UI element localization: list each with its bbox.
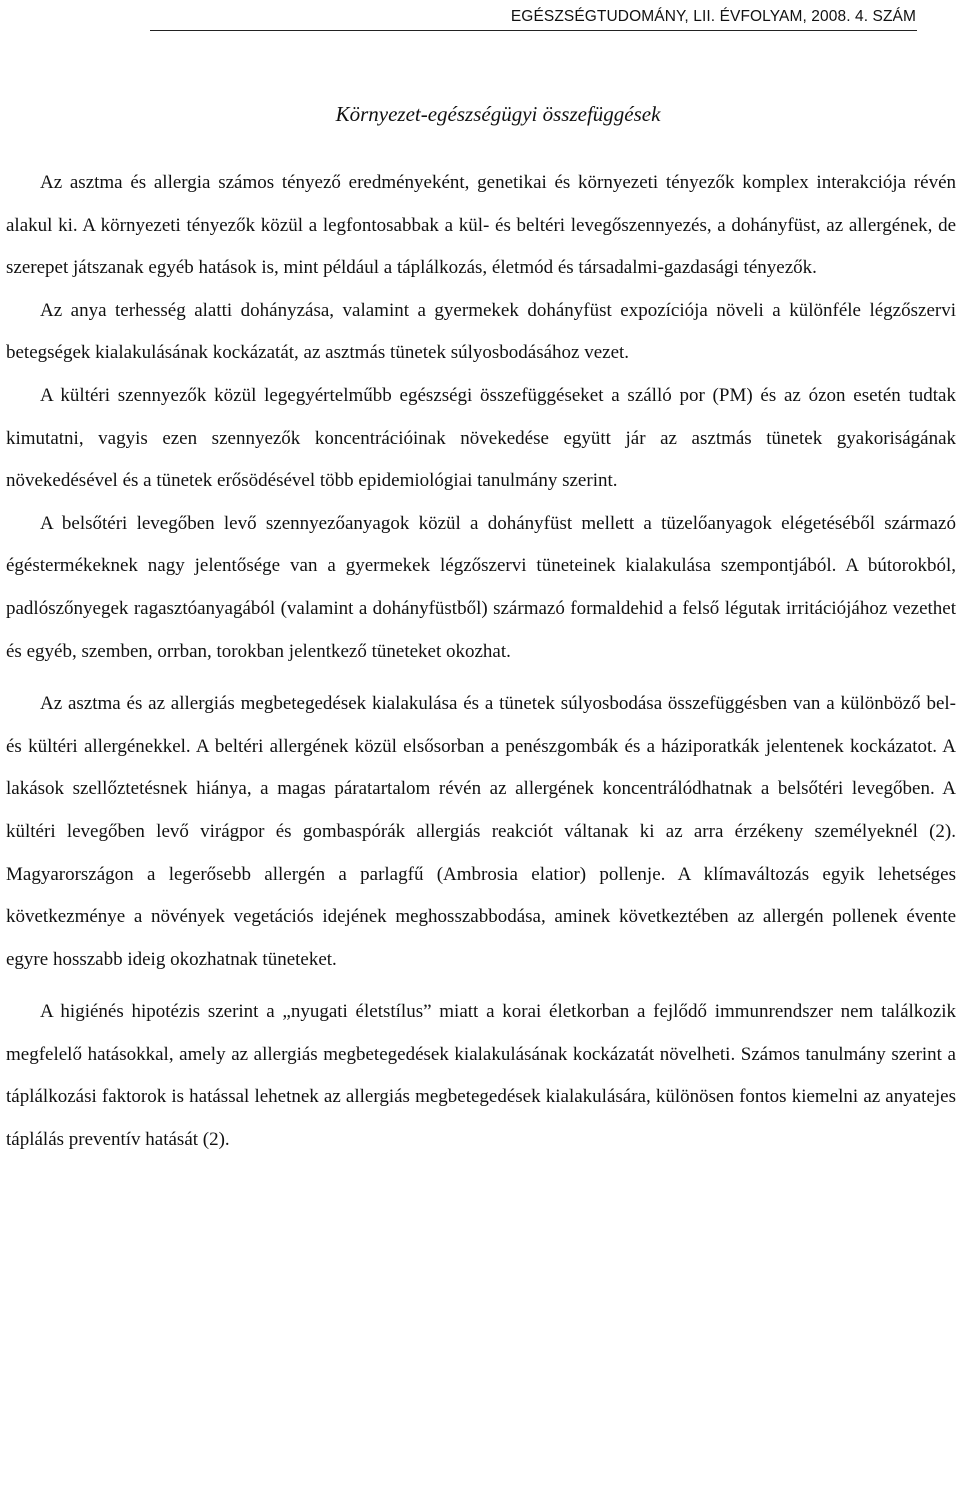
paragraph-3: A kültéri szennyezők közül legegyértelműbb egészségi összefüggéseket a szálló por (PM) és az ózon esetén tudtak kimutatni, vagyis ezen szennyezők koncentrációinak növekedése együtt jár az asztmás tünetek gyakoriságának növekedésével és a tünetek erősödésével több epidemiológiai tanulmány szerint.: [6, 384, 956, 492]
paragraph-6: A higiénés hipotézis szerint a „nyugati életstílus” miatt a korai életkorban a fejlődő immunrendszer nem találkozik megfelelő hatásokkal, amely az allergiás megbetegedések kialakulásának kockázatát növelheti. Számos tanulmány szerint a táplálkozási faktorok is hatással lehetnek az allergiás megbetegedések kialakulására, különösen fontos kiemelni az anyatejes táplálás preventív hatását (2).: [6, 1001, 956, 1151]
paragraph-1: Az asztma és allergia számos tényező eredményeként, genetikai és környezeti tényezők komplex interakciója révén alakul ki. A környezeti tényezők közül a legfontosabbak a kül- és beltéri levegőszennyezés, a dohányfüst, az allergének, de szerepet játszanak egyéb hatások is, mint például a táplálkozás, életmód és társadalmi-gazdasági tényezők.: [6, 172, 956, 279]
running-header: EGÉSZSÉGTUDOMÁNY, LII. ÉVFOLYAM, 2008. 4. SZÁM: [510, 8, 916, 25]
paragraph-2: Az anya terhesség alatti dohányzása, valamint a gyermekek dohányfüst expozíciója növeli a különféle légzőszervi betegségek kialakulásának kockázatát, az asztmás tünetek súlyosbodásához vezet.: [6, 299, 956, 364]
section-title: Környezet-egészségügyi összefüggések: [335, 102, 661, 126]
paragraph-5: Az asztma és az allergiás megbetegedések kialakulása és a tünetek súlyosbodása összefüggésben van a különböző bel- és kültéri allergénekkel. A beltéri allergének közül elsősorban a penészgombák és a háziporatkák jelentenek kockázatot. A lakások szellőztetésnek hiánya, a magas páratartalom révén az allergének koncentrálódhatnak a belsőtéri levegőben. A kültéri levegőben levő virágpor és gombaspórák allergiás reakciót váltanak ki az arra érzékeny személyeknél (2). Magyarországon a legerősebb allergén a parlagfű (Ambrosia elatior) pollenje. A klímaváltozás egyik lehetséges következménye a növények vegetációs idejének meghosszabbodása, aminek következtében az allergén pollenek évente egyre hosszabb ideig okozhatnak tüneteket.: [6, 693, 956, 970]
paragraph-4: A belsőtéri levegőben levő szennyezőanyagok közül a dohányfüst mellett a tüzelőanyagok elégetéséből származó égéstermékeknek nagy jelentősége van a gyermekek légzőszervi tüneteinek kialakulása szempontjából. A bútorokból, padlószőnyegek ragasztóanyagából (valamint a dohányfüstből) származó formaldehid a felső légutak irritációjához vezethet és egyéb, szemben, orrban, torokban jelentkező tüneteket okozhat.: [6, 512, 956, 662]
header-rule: [150, 30, 917, 31]
article-body: [6, 162, 956, 1162]
